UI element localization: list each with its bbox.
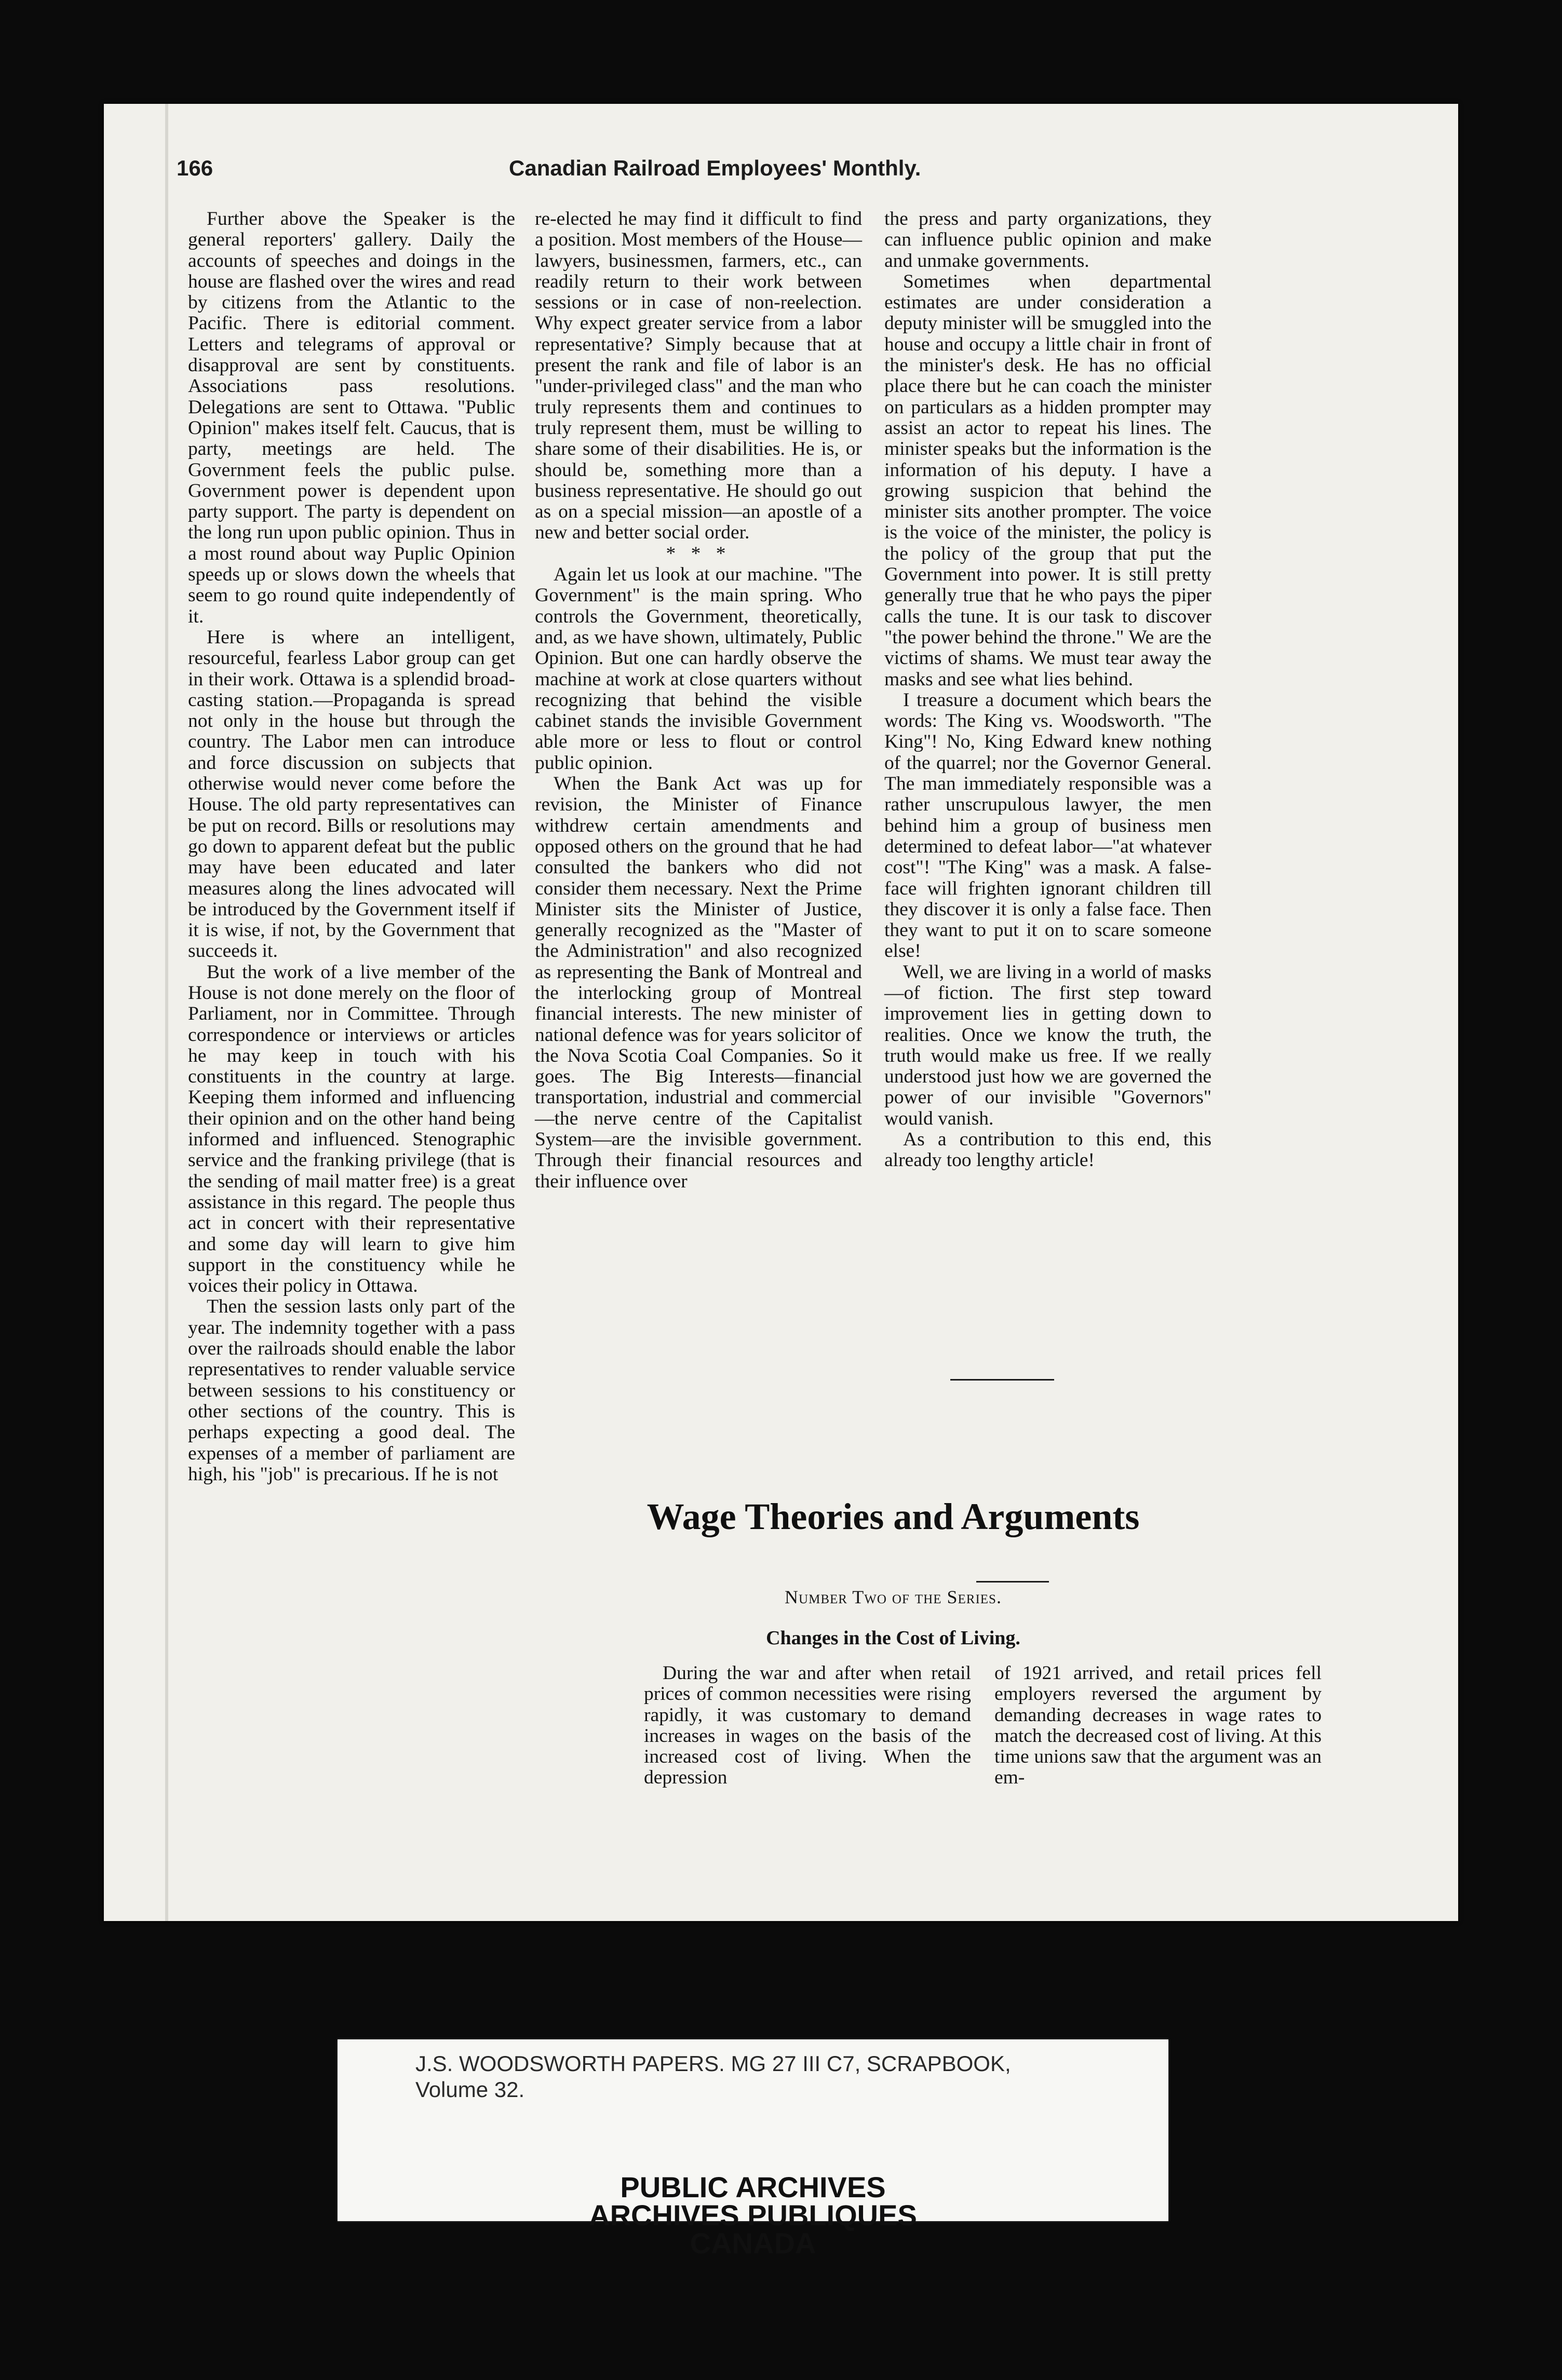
paragraph: As a contribution to this end, this already too lengthy article! [884, 1129, 1211, 1171]
page-binding-edge [165, 104, 168, 1921]
paragraph: Here is where an intelligent, resourceful, fearless Labor group can get in their work. Ottawa is a splendid broad-casting station.—Propaganda is spread not only in the house but through the country. The Labor men can introduce and force discussion on subjects that otherwise would never come before the House. The old party representatives can be put on record. Bills or resolutions may go down to apparent defeat but the public may have been educated and later measures along the lines advocated will be introduced by the Government itself if it is wise, if not, by the Government that succeeds it. [188, 626, 515, 962]
article-title: Wage Theories and Arguments [647, 1496, 1140, 1537]
paragraph: During the war and after when retail prices of common necessities were rising rapidly, it was customary to demand increases in wages on the basis of the increased cost of living. When the depression [644, 1662, 971, 1789]
text-column-3 [884, 209, 1211, 1171]
section-separator: * * * [666, 543, 731, 564]
archive-stamp-line: CANADA [690, 2227, 816, 2260]
title-rule [976, 1581, 1049, 1583]
page-number: 166 [177, 156, 213, 180]
paragraph: Then the session lasts only part of the year. The indemnity together with a pass over the railroads should enable the labor representatives to render valuable service between sessions to his constituency or other sections of the country. This is perhaps expecting a good deal. The expenses of a member of parliament are high, his "job" is precarious. If he is not [188, 1296, 515, 1485]
paragraph: Further above the Speaker is the general reporters' gallery. Daily the accounts of speeches and doings in the house are flashed over the wires and read by citizens from the Atlantic to the Pacific. There is editorial comment. Letters and telegrams of approval or disapproval are sent by constituents. Associations pass resolutions. Delegations are sent to Ottawa. "Public Opinion" makes itself felt. Caucus, that is party, meetings are held. The Government feels the public pulse. Government power is dependent upon party support. The party is dependent on the long run upon public opinion. Thus in a most round about way Puplic Opinion speeds up or slows down the wheels that seem to go round quite independently of it. [188, 208, 515, 627]
archive-reference [415, 2051, 1142, 2103]
paragraph: re-elected he may find it difficult to find a position. Most members of the House—lawyers, businessmen, farmers, etc., can readily return to their work between sessions or in case of non-reelection. Why expect greater service from a labor representative? Simply because that at present the rank and file of labor is an "under-privileged class" and the man who truly represents them and continues to truly represent them, must be willing to share some of their disabilities. He is, or should be, something more than a business representative. He should go out as on a special mission—an apostle of a new and better social order. [535, 208, 862, 544]
paragraph: Sometimes when departmental estimates are under consideration a deputy minister will be smuggled into the house and occupy a little chair in front of the minister's desk. He has no official place there but he can coach the minister on particulars as a hidden prompter may assist an actor to repeat his lines. The minister speaks but the information is the information of his deputy. I have a growing suspicion that behind the minister sits another prompter. The voice is the voice of the minister, the policy is the policy of the group that put the Government into power. It is still pretty generally true that he who pays the piper calls the tune. It is our task to discover "the power behind the throne." We are the victims of shams. We must tear away the masks and see what lies behind. [884, 271, 1211, 690]
journal-title: Canadian Railroad Employees' Monthly. [509, 156, 921, 180]
paragraph: of 1921 arrived, and retail prices fell employers reversed the argument by demanding decreases in wage rates to match the decreased cost of living. At this time unions saw that the argument was an em- [994, 1662, 1322, 1789]
text-column-2 [535, 209, 862, 1192]
archive-stamp-line: PUBLIC ARCHIVES [620, 2171, 886, 2203]
section-heading: Changes in the Cost of Living. [766, 1627, 1020, 1649]
text-column-1 [188, 209, 515, 1485]
paragraph: But the work of a live member of the House is not done merely on the floor of Parliament, nor in Committee. Through correspondence or interviews or articles he may keep in touch with his constituents in the country at large. Keeping them informed and influencing their opinion and on the other hand being informed and influenced. Stenographic service and the franking privilege (that is the sending of mail matter free) is a great assistance in this regard. The people thus act in concert with their representative and some day will learn to give him support in the constituency while he voices their policy in Ottawa. [188, 961, 515, 1297]
paragraph: Well, we are living in a world of masks—of fiction. The first step toward improvement lies in getting down to realities. Once we know the truth, the truth would make us free. If we really understood just how we are governed the power of our invisible "Governors" would vanish. [884, 961, 1211, 1129]
wage-text-column-2 [994, 1663, 1322, 1789]
archive-reference-line: J.S. WOODSWORTH PAPERS. MG 27 III C7, SCRAPBOOK, [415, 2051, 1011, 2076]
paragraph: I treasure a document which bears the words: The King vs. Woodsworth. "The King"! No, King Edward knew nothing of the quarrel; nor the Governor General. The man immediately responsible was a rather unscrupulous lawyer, the men behind him a group of business men determined to defeat labor—"at whatever cost"! "The King" was a mask. A false-face will frighten ignorant children till they discover it is only a false face. Then they want to put it on to scare someone else! [884, 689, 1211, 962]
series-label: Number Two of the Series. [785, 1587, 1002, 1607]
paragraph: Again let us look at our machine. "The Government" is the main spring. Who controls the Government, theoretically, and, as we have shown, ultimately, Public Opinion. But one can hardly observe the machine at work at close quarters without recognizing that behind the visible cabinet stands the invisible Government able more or less to flout or control public opinion. [535, 564, 862, 774]
paragraph: When the Bank Act was up for revision, the Minister of Finance withdrew certain amendments and opposed others on the ground that he had consulted the bankers who did not consider them necessary. Next the Prime Minister sits the Minister of Justice, generally recognized as the "Master of the Administration" and also recognized as representing the Bank of Montreal and the interlocking group of Montreal financial interests. The new minister of national defence was for years solicitor of the Nova Scotia Coal Companies. So it goes. The Big Interests—financial transportation, industrial and commercial—the nerve centre of the Capitalist System—are the invisible government. Through their financial resources and their influence over [535, 773, 862, 1192]
archive-reference-line: Volume 32. [415, 2077, 525, 2102]
archive-stamp-line: ARCHIVES PUBLIQUES [589, 2199, 917, 2232]
wage-text-column-1 [644, 1663, 971, 1789]
article-divider [950, 1379, 1054, 1381]
paragraph: the press and party organizations, they can influence public opinion and make and unmake governments. [884, 208, 1211, 272]
